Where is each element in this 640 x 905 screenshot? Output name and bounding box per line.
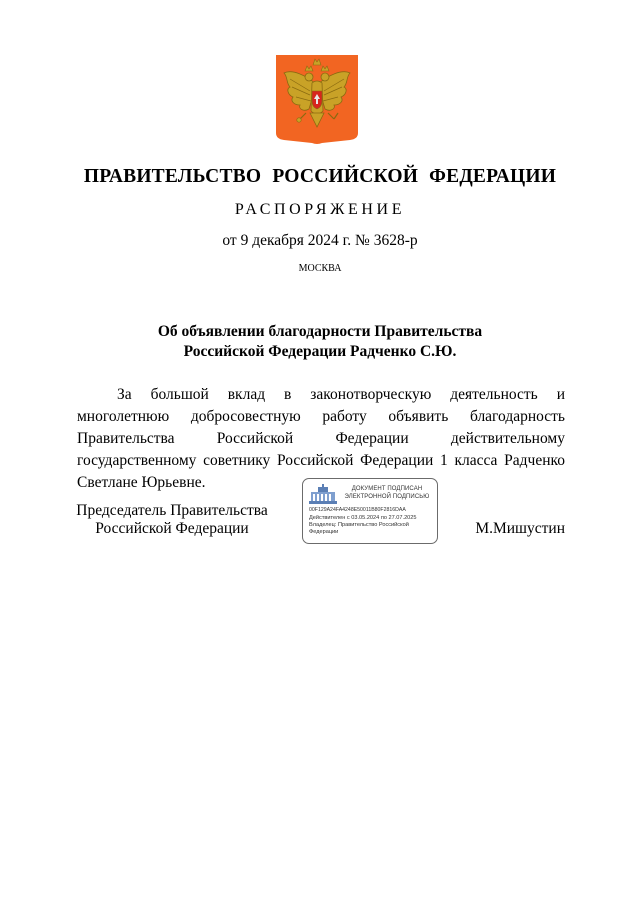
signer-title: [72, 502, 272, 538]
document-city: МОСКВА: [298, 263, 342, 274]
document-subject: [0, 322, 640, 362]
stamp-heading-line-1: ДОКУМЕНТ ПОДПИСАН: [351, 486, 423, 492]
stamp-validity-period: Действителен с 03.05.2024 по 27.07.2025: [309, 515, 417, 521]
signer-title-line-2: Российской Федерации: [95, 520, 249, 537]
subject-line-1: Об объявлении благодарности Правительства: [157, 323, 483, 340]
subject-line-2: Российской Федерации Радченко С.Ю.: [183, 343, 457, 360]
document-type: РАСПОРЯЖЕНИЕ: [234, 201, 406, 218]
stamp-heading: [339, 486, 435, 501]
signer-title-line-1: Председатель Правительства: [76, 502, 268, 519]
electronic-signature-stamp: [302, 478, 438, 544]
coat-of-arms-icon: [276, 55, 358, 145]
document-date-number: от 9 декабря 2024 г. № 3628-р: [222, 232, 418, 249]
stamp-heading-line-2: ЭЛЕКТРОННОЙ ПОДПИСЬЮ: [344, 493, 430, 500]
government-title: ПРАВИТЕЛЬСТВО РОССИЙСКОЙ ФЕДЕРАЦИИ: [83, 166, 557, 187]
stamp-owner: [309, 522, 419, 535]
signer-name: М.Мишустин: [475, 520, 565, 537]
stamp-owner-line-2: Федерации: [309, 528, 339, 535]
body-paragraph: За большой вклад в законотворческую деятельность и многолетнюю добросовестную работу объявить благодарность Правительства Российской Федерации действительному государственному советнику Российской Федерации 1 класса Радченко Светлане Юрьевне.: [77, 386, 565, 491]
stamp-owner-line-1: Владелец: Правительство Российской: [309, 522, 409, 528]
government-building-icon: [309, 484, 337, 504]
stamp-certificate-serial: 00F129A24FA4248E50011B80F2816DAA: [309, 507, 406, 513]
